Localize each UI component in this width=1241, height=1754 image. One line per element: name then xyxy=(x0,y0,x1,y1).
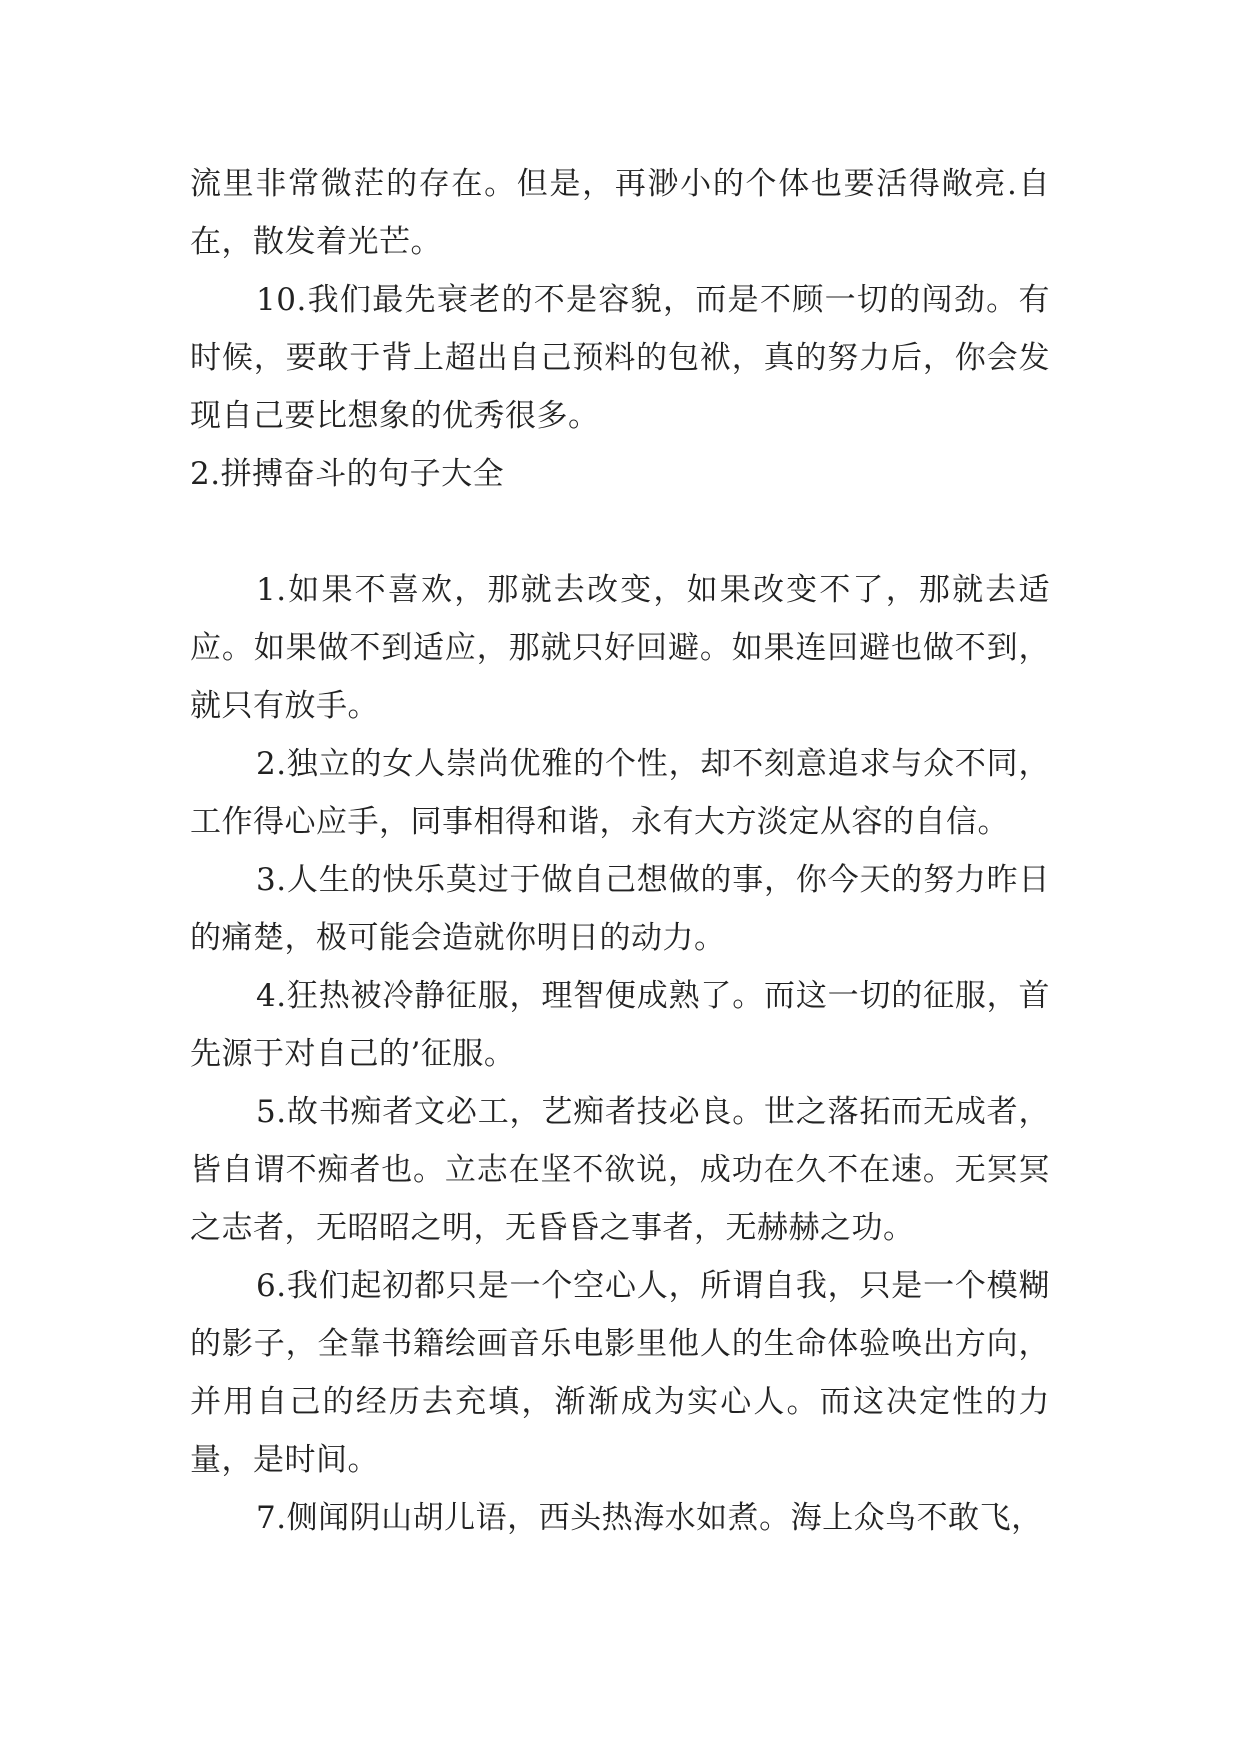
section-heading: 2.拼搏奋斗的句子大全 xyxy=(190,456,505,492)
list-item-10-previous: 10.我们最先衰老的不是容貌，而是不顾一切的闯劲。有时候，要敢于背上超出自己预料的包袱，真的努力后，你会发现自己要比想象的优秀很多。 xyxy=(190,282,1050,434)
list-item: 4.狂热被冷静征服，理智便成熟了。而这一切的征服，首先源于对自己的’征服。 xyxy=(190,978,1050,1072)
list-item: 2.独立的女人崇尚优雅的个性，却不刻意追求与众不同，工作得心应手，同事相得和谐，永有大方淡定从容的自信。 xyxy=(190,746,1050,840)
list-item: 1.如果不喜欢，那就去改变，如果改变不了，那就去适应。如果做不到适应，那就只好回避。如果连回避也做不到，就只有放手。 xyxy=(190,572,1050,724)
continuation-paragraph: 流里非常微茫的存在。但是，再渺小的个体也要活得敞亮.自在，散发着光芒。 xyxy=(190,166,1050,260)
list-item: 5.故书痴者文必工，艺痴者技必良。世之落拓而无成者，皆自谓不痴者也。立志在坚不欲说，成功在久不在速。无冥冥之志者，无昭昭之明，无昏昏之事者，无赫赫之功。 xyxy=(190,1094,1050,1246)
list-item: 7.侧闻阴山胡儿语，西头热海水如煮。海上众鸟不敢飞， xyxy=(256,1500,1043,1536)
list-item: 6.我们起初都只是一个空心人，所谓自我，只是一个模糊的影子，全靠书籍绘画音乐电影里他人的生命体验唤出方向，并用自己的经历去充填，渐渐成为实心人。而这决定性的力量，是时间。 xyxy=(190,1268,1050,1478)
document-body xyxy=(190,155,1050,1547)
blank-line xyxy=(190,503,1050,561)
list-item: 3.人生的快乐莫过于做自己想做的事，你今天的努力昨日的痛楚，极可能会造就你明日的动力。 xyxy=(190,862,1050,956)
